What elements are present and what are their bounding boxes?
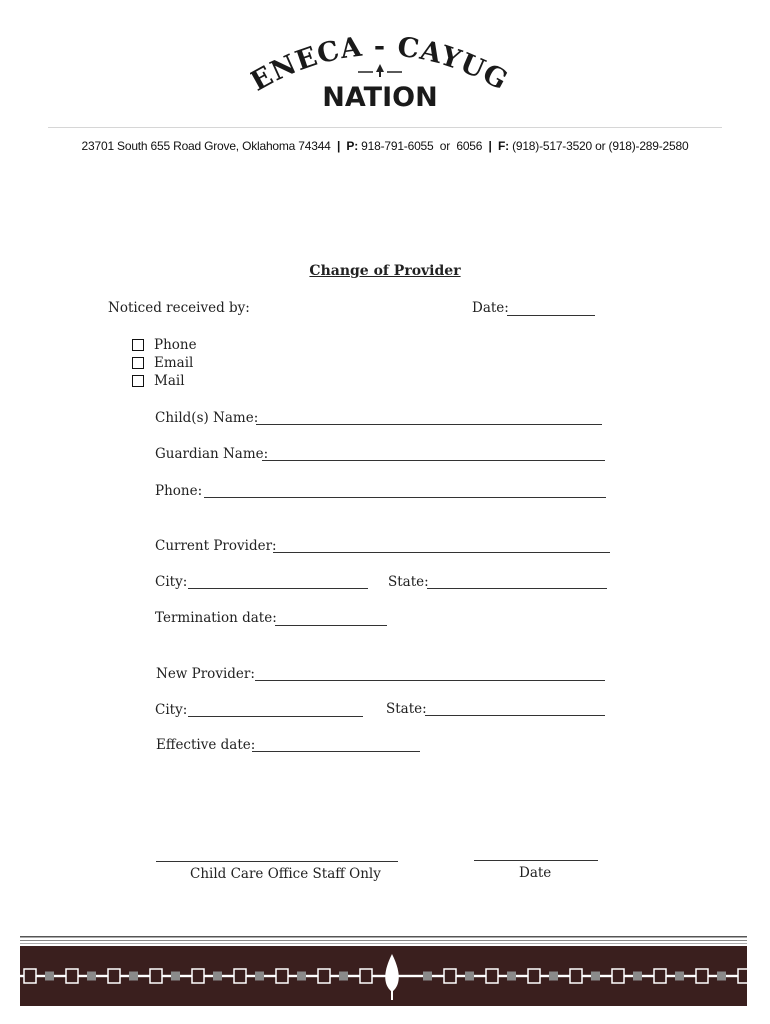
footer-pattern <box>20 936 747 1006</box>
phone-number: 918-791-6055 <box>361 139 434 153</box>
mail-checkbox[interactable] <box>132 375 144 387</box>
staff-signature-line[interactable] <box>156 861 398 862</box>
decorative-footer-band <box>20 936 747 1006</box>
address-text: 23701 South 655 Road Grove, Oklahoma 74344 <box>81 139 331 153</box>
header-divider <box>48 127 722 128</box>
tree-icon <box>376 64 384 72</box>
logo-bottom-text: NATION <box>322 82 438 113</box>
child-name-label: Child(s) Name: <box>155 410 259 426</box>
new-state-label: State: <box>386 701 427 717</box>
current-city-field[interactable] <box>188 588 368 589</box>
sign-date-label: Date <box>519 865 552 881</box>
current-state-label: State: <box>388 574 429 590</box>
termination-date-label: Termination date: <box>155 610 277 626</box>
new-provider-label: New Provider: <box>156 666 255 682</box>
form-title: Change of Provider <box>309 263 461 279</box>
new-city-label: City: <box>155 702 188 718</box>
effective-date-label: Effective date: <box>156 737 256 753</box>
email-option: Email <box>154 355 194 371</box>
mail-option: Mail <box>154 373 185 389</box>
or-text: or <box>439 139 451 153</box>
effective-date-field[interactable] <box>252 751 420 752</box>
email-checkbox[interactable] <box>132 357 144 369</box>
fax-number: (918)-517-3520 or (918)-289-2580 <box>512 139 689 153</box>
child-name-field[interactable] <box>256 424 602 425</box>
staff-only-label: Child Care Office Staff Only <box>190 866 381 882</box>
sign-date-line[interactable] <box>474 860 598 861</box>
logo-top-text: NECA - CAYUG <box>266 30 510 97</box>
current-state-field[interactable] <box>427 588 607 589</box>
guardian-name-label: Guardian Name: <box>155 446 269 462</box>
date-label: Date: <box>472 300 509 316</box>
logo-graphic <box>250 28 510 118</box>
notice-label: Noticed received by: <box>108 300 250 316</box>
fax-label: F: <box>497 139 509 153</box>
current-provider-field[interactable] <box>273 552 610 553</box>
phone-ext: 6056 <box>456 139 483 153</box>
new-city-field[interactable] <box>188 716 363 717</box>
new-provider-field[interactable] <box>255 680 605 681</box>
date-field[interactable] <box>507 315 595 316</box>
termination-date-field[interactable] <box>275 625 387 626</box>
phone-label: P: <box>346 139 359 153</box>
nation-logo <box>250 28 510 118</box>
address-line: 23701 South 655 Road Grove, Oklahoma 74344 | P: 918-791-6055 or 6056 | F: (918)-517-3520 or (918)-289-2580 <box>81 139 689 153</box>
new-state-field[interactable] <box>425 715 605 716</box>
current-city-label: City: <box>155 574 188 590</box>
phone-option: Phone <box>154 337 197 353</box>
current-provider-label: Current Provider: <box>155 538 277 554</box>
guardian-name-field[interactable] <box>262 460 605 461</box>
phone-checkbox[interactable] <box>132 339 144 351</box>
phone-field[interactable] <box>204 497 606 498</box>
phone-label-field: Phone: <box>155 483 203 499</box>
